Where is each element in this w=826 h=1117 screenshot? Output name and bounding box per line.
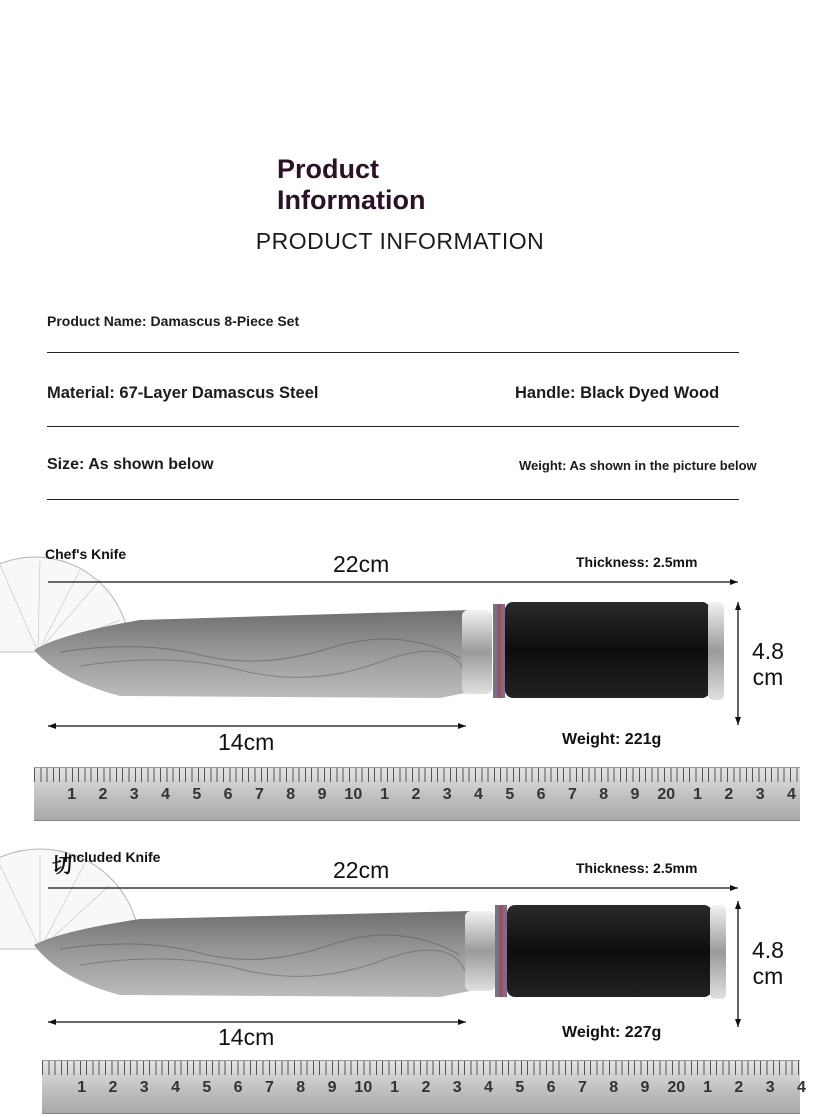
ruler-number: 4 — [484, 1079, 493, 1096]
ruler-numbers — [66, 1079, 826, 1097]
ruler-number: 8 — [296, 1079, 306, 1096]
ruler-number: 2 — [734, 1079, 744, 1096]
ruler-number: 5 — [192, 786, 202, 803]
ruler-number: 5 — [202, 1079, 212, 1096]
knife-name: Chef's Knife — [45, 546, 127, 562]
ruler-ticks — [34, 768, 800, 782]
page-title-line1: Product — [277, 154, 380, 184]
ruler-number: 4 — [161, 786, 170, 803]
knife-height-unit: cm — [752, 963, 784, 989]
weight-text: Weight: As shown in the picture below — [519, 458, 757, 473]
size-text: Size: As shown below — [47, 456, 214, 473]
ruler — [42, 1060, 806, 1114]
divider — [47, 426, 739, 427]
ruler-number: 1 — [703, 1079, 713, 1096]
handle-text: Handle: Black Dyed Wood — [515, 384, 720, 402]
chef-knife-illustration — [0, 540, 800, 770]
ruler — [34, 767, 800, 821]
page-title — [277, 154, 426, 216]
knife-thickness: Thickness: 2.5mm — [576, 554, 698, 570]
ruler-number: 1 — [77, 1079, 87, 1096]
ruler-number: 6 — [223, 786, 233, 803]
ruler-number: 4 — [171, 1079, 180, 1096]
knife-length: 22cm — [333, 551, 390, 577]
ruler-number: 20 — [667, 1079, 686, 1096]
page-title-line2: Information — [277, 185, 426, 215]
ruler-number: 2 — [411, 786, 421, 803]
ruler-number: 6 — [536, 786, 546, 803]
ruler-number: 7 — [264, 1079, 274, 1096]
knife-weight: Weight: 227g — [562, 1024, 662, 1041]
ruler-number: 9 — [640, 1079, 650, 1096]
ruler-number: 3 — [442, 786, 452, 803]
ruler-number: 3 — [755, 786, 765, 803]
ruler-number: 2 — [421, 1079, 431, 1096]
handle — [505, 602, 710, 698]
handle — [507, 905, 712, 997]
ruler-number: 9 — [327, 1079, 337, 1096]
ruler-ticks — [42, 1061, 800, 1075]
ruler-number: 20 — [657, 786, 676, 803]
ruler-number: 6 — [233, 1079, 243, 1096]
knife-height — [752, 638, 784, 690]
knife-glyph: 切 — [52, 855, 72, 877]
knife-height-unit: cm — [752, 664, 784, 690]
ruler-number: 4 — [787, 786, 796, 803]
ruler-number: 7 — [254, 786, 264, 803]
material-text: Material: 67-Layer Damascus Steel — [47, 384, 319, 402]
knife-section-included — [0, 845, 800, 1060]
blade-length: 14cm — [218, 729, 275, 755]
knife-section-chef — [0, 540, 800, 770]
knife-height-value: 4.8 — [752, 937, 784, 963]
ruler-number: 1 — [693, 786, 703, 803]
ruler-number: 1 — [380, 786, 390, 803]
knife-length: 22cm — [333, 857, 390, 883]
ruler-number: 3 — [129, 786, 139, 803]
ruler-number: 1 — [67, 786, 77, 803]
ruler-number: 3 — [765, 1079, 775, 1096]
bolster — [465, 911, 495, 991]
ruler-number: 4 — [797, 1079, 806, 1096]
ruler-number: 3 — [139, 1079, 149, 1096]
ruler-number: 9 — [317, 786, 327, 803]
ruler-number: 2 — [724, 786, 734, 803]
ruler-number: 1 — [390, 1079, 400, 1096]
ruler-number: 2 — [108, 1079, 118, 1096]
ruler-number: 8 — [599, 786, 609, 803]
divider — [47, 352, 739, 353]
ruler-number: 7 — [577, 1079, 587, 1096]
ruler-number: 4 — [474, 786, 483, 803]
ruler-numbers — [56, 786, 816, 804]
ruler-number: 3 — [452, 1079, 462, 1096]
divider — [47, 499, 739, 500]
ruler-number: 10 — [344, 786, 363, 803]
knife-height-value: 4.8 — [752, 638, 784, 664]
knife-name: Included Knife — [64, 849, 161, 865]
bolster — [462, 610, 492, 694]
knife-weight: Weight: 221g — [562, 731, 662, 748]
ruler-number: 8 — [609, 1079, 619, 1096]
ruler-number: 8 — [286, 786, 296, 803]
ruler-number: 5 — [515, 1079, 525, 1096]
knife-height — [752, 937, 784, 989]
knife-thickness: Thickness: 2.5mm — [576, 860, 698, 876]
ruler-number: 6 — [546, 1079, 556, 1096]
blade-length: 14cm — [218, 1024, 275, 1050]
ruler-number: 7 — [567, 786, 577, 803]
product-name: Product Name: Damascus 8-Piece Set — [47, 313, 300, 329]
ruler-number: 5 — [505, 786, 515, 803]
page-subtitle: PRODUCT INFORMATION — [255, 228, 545, 254]
ruler-number: 9 — [630, 786, 640, 803]
ruler-number: 2 — [98, 786, 108, 803]
ruler-number: 10 — [354, 1079, 373, 1096]
included-knife-illustration — [0, 845, 800, 1060]
